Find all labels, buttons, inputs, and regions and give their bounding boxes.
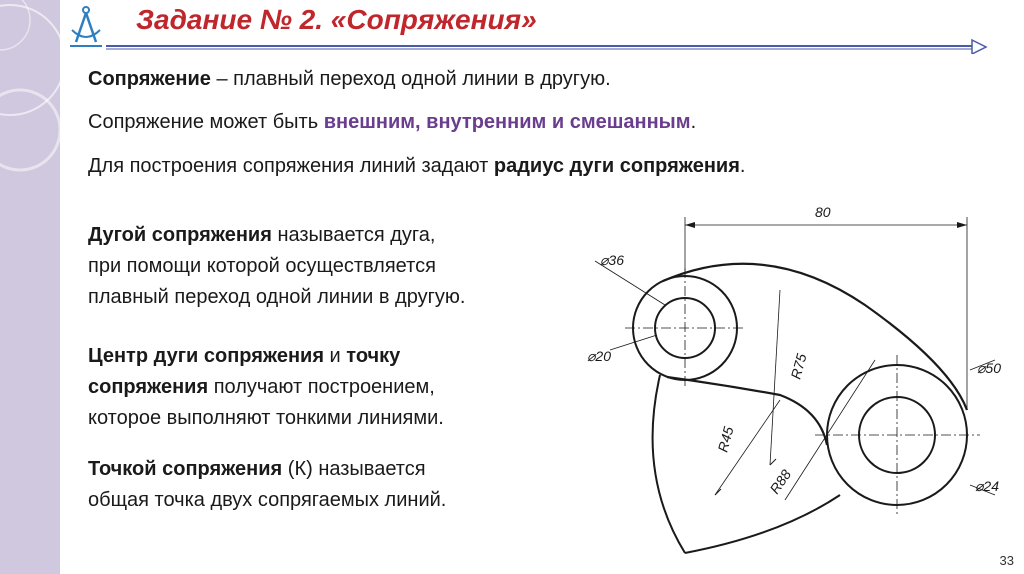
dim-d36: ⌀36	[600, 252, 625, 268]
dim-r88: R88	[766, 466, 795, 497]
dim-80: 80	[815, 204, 831, 220]
dim-d20: ⌀20	[587, 348, 612, 364]
sidebar-decoration	[0, 0, 60, 574]
bottom-arc	[685, 495, 840, 553]
text-line-7: Центр дуги сопряжения и точку	[88, 345, 401, 367]
text-line-4: Дугой сопряжения называется дуга,	[88, 224, 436, 246]
compass-logo-icon	[64, 4, 108, 50]
text-line-8: сопряжения получают построением,	[88, 376, 435, 398]
text-line-2: Сопряжение может быть внешним, внутренним и смешанным.	[88, 111, 697, 133]
text-line-11: общая точка двух сопрягаемых линий.	[88, 489, 447, 511]
page-title: Задание № 2. «Сопряжения»	[136, 4, 537, 35]
fillet-drawing	[575, 195, 1015, 565]
dim-d50: ⌀50	[977, 360, 1002, 376]
text-line-1: Сопряжение – плавный переход одной линии в другую.	[88, 68, 611, 90]
page-number: 33	[999, 553, 1014, 568]
text-line-9: которое выполняют тонкими линиями.	[88, 407, 444, 429]
dim-r45: R45	[714, 424, 737, 454]
inner-fillet-arc	[667, 377, 827, 445]
outer-fillet-arc	[663, 264, 967, 410]
text-line-3: Для построения сопряжения линий задают радиус дуги сопряжения.	[88, 155, 746, 177]
title-underline-arrow	[106, 38, 988, 54]
text-line-5: при помощи которой осуществляется	[88, 255, 436, 277]
text-line-10: Точкой сопряжения (К) называется	[88, 458, 426, 480]
dim-r75: R75	[787, 351, 810, 381]
left-arc	[653, 375, 685, 553]
text-line-6: плавный переход одной линии в другую.	[88, 286, 466, 308]
dim-d24: ⌀24	[975, 478, 1000, 494]
